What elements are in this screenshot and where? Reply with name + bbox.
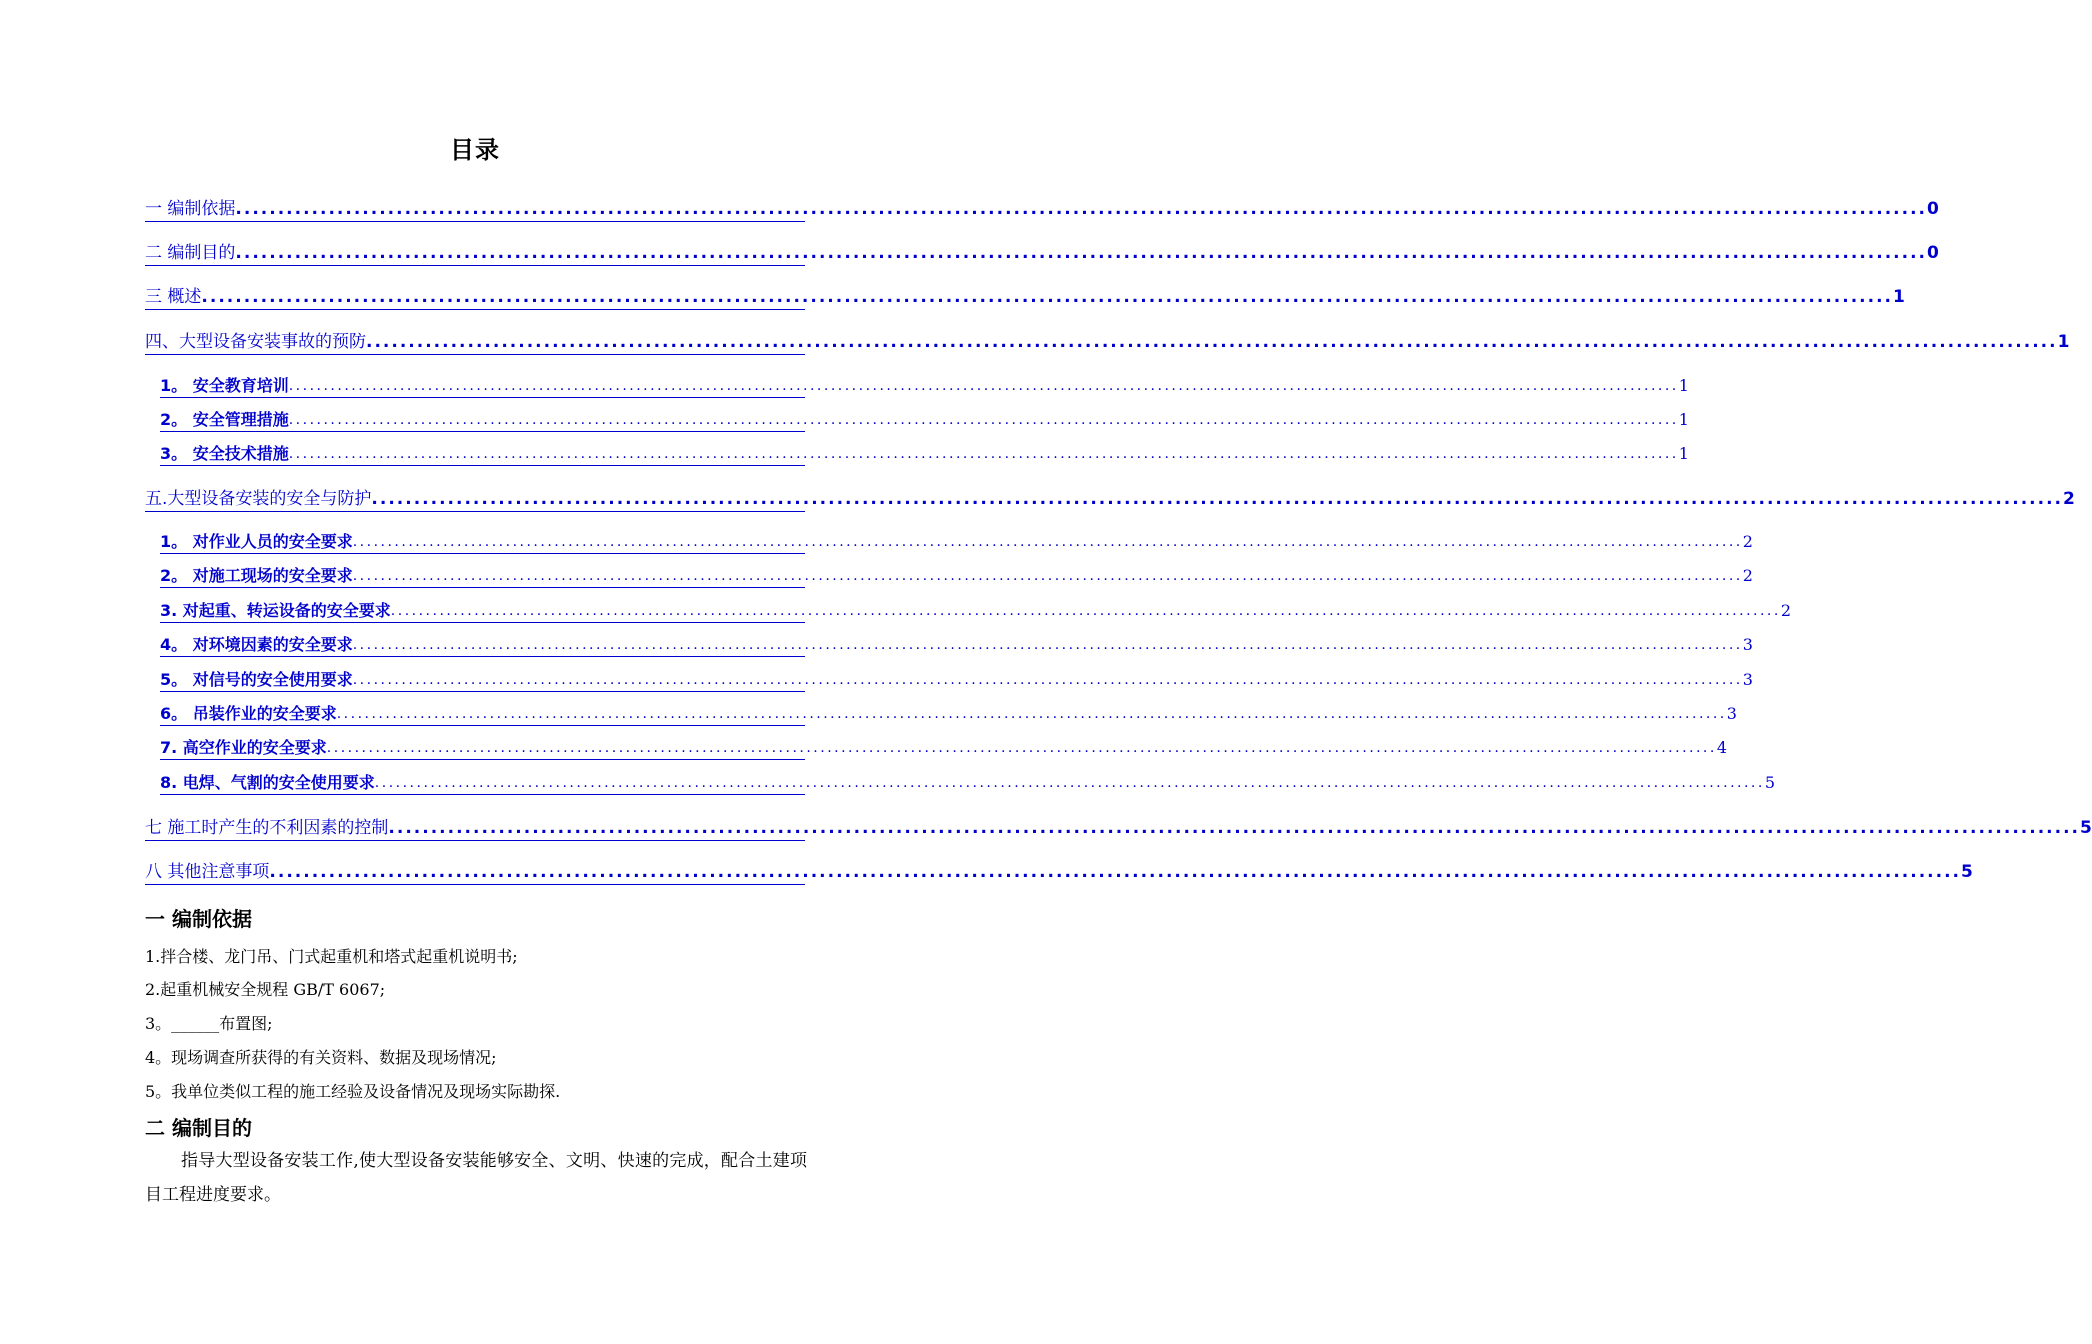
toc-leader: ........................................................................................................................................................................................................ [352,672,1743,688]
toc-entry-5-4[interactable] [160,634,1753,657]
toc-entry-label: 2。 安全管理措施 [160,410,289,429]
toc-entry-5-6[interactable] [160,703,1737,726]
toc-entry-label: 8. 电焊、气割的安全使用要求 [160,773,375,792]
toc-leader: ........................................................................................................................................................................................................ [326,740,1717,756]
toc-entry-page: 3 [1726,704,1737,723]
toc-entry-5-3[interactable] [160,600,1792,623]
toc-entry-label: 7. 高空作业的安全要求 [160,738,327,757]
toc-entry-page: 3 [1742,635,1753,654]
toc-leader: ........................................................................................................................................................................................................ [336,706,1727,722]
toc-entry-label: 3。 安全技术措施 [160,444,289,463]
toc-entry-3[interactable] [145,285,1905,310]
toc-entry-4[interactable] [145,330,2070,355]
toc-entry-page: 2 [1742,532,1753,551]
toc-leader: ........................................................................................................................................................................................................ [288,378,1679,394]
toc-entry-page: 1 [1893,287,1905,307]
toc-entry-5-5[interactable] [160,669,1753,692]
toc-entry-page: 1 [1678,410,1689,429]
toc-entry-label: 4。 对环境因素的安全要求 [160,635,353,654]
toc-leader: ........................................................................................................................................................................................................ [201,287,1894,307]
toc-entry-page: 0 [1927,199,1939,219]
basis-item-4: 4。现场调查所获得的有关资料、数据及现场情况; [145,1048,497,1067]
toc-leader: ........................................................................................................................................................................................................ [288,446,1679,462]
toc-leader: ........................................................................................................................................................................................................ [352,534,1743,550]
toc-entry-label: 三 概述 [145,287,202,307]
toc-leader: ........................................................................................................................................................................................................ [371,489,2064,509]
basis-item-5: 5。我单位类似工程的施工经验及设备情况及现场实际勘探. [145,1082,561,1101]
toc-entry-page: 2 [1742,566,1753,585]
toc-leader: ........................................................................................................................................................................................................ [366,332,2058,352]
toc-entry-label: 二 编制目的 [145,243,236,263]
toc-entry-label: 1。 对作业人员的安全要求 [160,532,353,551]
toc-entry-label: 一 编制依据 [145,199,236,219]
toc-entry-5-1[interactable] [160,531,1753,554]
toc-entry-page: 1 [1678,376,1689,395]
basis-item-3: 3。______布置图; [145,1014,273,1033]
toc-leader: ........................................................................................................................................................................................................ [235,243,1928,263]
toc-entry-label: 2。 对施工现场的安全要求 [160,566,353,585]
toc-entry-5-8[interactable] [160,772,1776,795]
toc-leader: ........................................................................................................................................................................................................ [352,568,1743,584]
toc-entry-page: 5 [1764,773,1776,792]
toc-leader: ........................................................................................................................................................................................................ [269,862,1962,882]
toc-entry-label: 1。 安全教育培训 [160,376,289,395]
basis-item-1: 1.拌合楼、龙门吊、门式起重机和塔式起重机说明书; [145,947,518,966]
toc-entry-label: 七 施工时产生的不利因素的控制 [145,818,389,838]
toc-entry-label: 八 其他注意事项 [145,862,270,882]
toc-entry-page: 5 [1961,862,1973,882]
toc-leader: ........................................................................................................................................................................................................ [390,603,1781,619]
toc-entry-page: 4 [1716,738,1728,757]
basis-item-2: 2.起重机械安全规程 GB/T 6067; [145,980,386,999]
toc-entry-label: 3. 对起重、转运设备的安全要求 [160,601,391,620]
toc-entry-label: 五.大型设备安装的安全与防护 [145,489,372,509]
toc-entry-page: 2 [2063,489,2075,509]
toc-leader: ........................................................................................................................................................................................................ [288,412,1679,428]
toc-entry-4-3[interactable] [160,443,1689,466]
toc-entry-page: 1 [1678,444,1689,463]
toc-entry-5[interactable] [145,487,2075,512]
toc-leader: ........................................................................................................................................................................................................ [352,637,1743,653]
toc-entry-8[interactable] [145,860,1973,885]
toc-entry-page: 2 [1780,601,1792,620]
toc-entry-page: 5 [2080,818,2092,838]
section-heading-basis: 一 编制依据 [145,907,252,931]
toc-entry-5-7[interactable] [160,737,1728,760]
toc-leader: ........................................................................................................................................................................................................ [235,199,1928,219]
toc-leader: ........................................................................................................................................................................................................ [388,818,2081,838]
toc-entry-page: 0 [1927,243,1939,263]
toc-entry-4-1[interactable] [160,375,1689,398]
toc-entry-page: 3 [1742,670,1753,689]
toc-entry-page: 1 [2057,332,2070,352]
toc-entry-7[interactable] [145,816,2092,841]
section-heading-purpose: 二 编制目的 [145,1116,252,1140]
toc-title: 目录 [450,136,500,164]
toc-entry-1[interactable] [145,197,1939,222]
toc-entry-2[interactable] [145,241,1939,266]
toc-leader: ........................................................................................................................................................................................................ [374,775,1765,791]
toc-entry-label: 6。 吊装作业的安全要求 [160,704,337,723]
toc-entry-label: 5。 对信号的安全使用要求 [160,670,353,689]
toc-entry-4-2[interactable] [160,409,1689,432]
toc-entry-label: 四、大型设备安装事故的预防 [145,332,366,352]
toc-entry-5-2[interactable] [160,565,1753,588]
purpose-paragraph: 指导大型设备安装工作,使大型设备安装能够安全、文明、快速的完成，配合土建项目工程进度要求。 [145,1151,807,1205]
